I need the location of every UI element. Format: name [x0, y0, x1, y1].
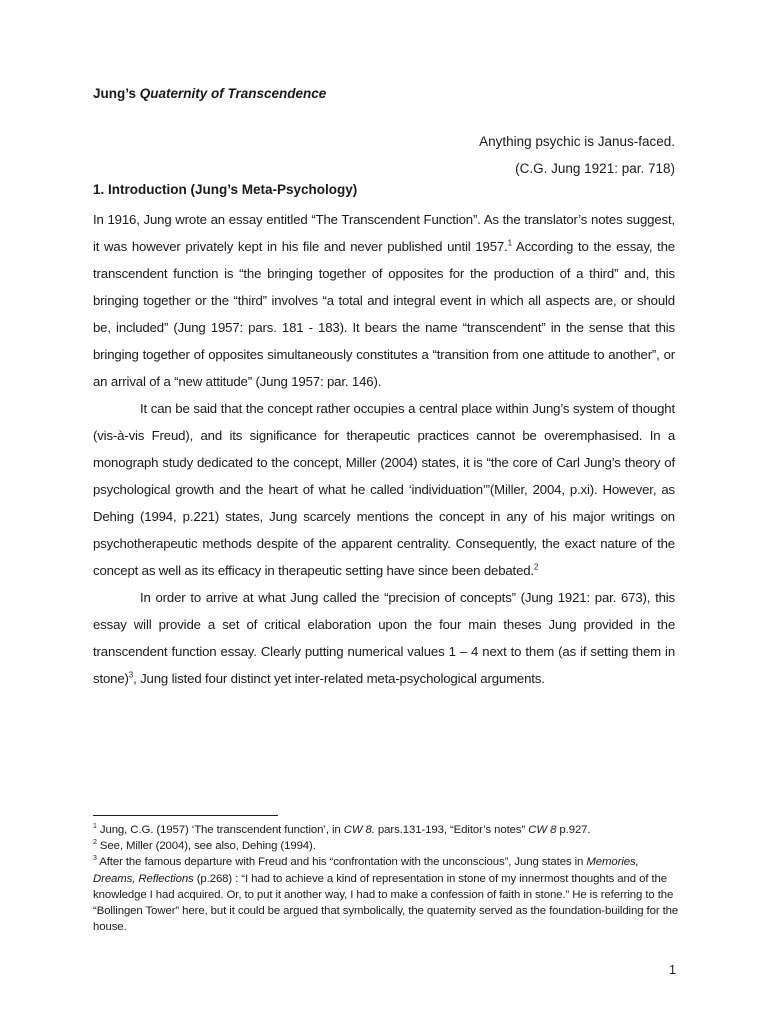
footnote-2: [93, 838, 679, 854]
paragraph-1-text-b: According to the essay, the transcendent function is “the bringing together of opposites for the production of a third” and, this bringing together or the “third” involves “a total and integral event in which all aspects are, or should be, included” (Jung 1957: pars. 181 - 183). It bears the name “transcendent” in the sense that this bringing together of opposites simultaneously constitutes a “transition from one attitude to another”, or an arrival of a “new attitude” (Jung 1957: par. 146).: [93, 239, 675, 389]
paragraph-2-text-a: It can be said that the concept rather occupies a central place within Jung’s system of thought (vis-à-vis Freud), and its significance for therapeutic practices cannot be overemphasised. In a monograph study dedicated to the concept, Miller (2004) states, it is “the core of Carl Jung’s theory of psychological growth and the heart of what he called ‘individuation’”(Miller, 2004, p.xi). However, as Dehing (1994, p.221) states, Jung scarcely mentions the concept in any of his major writings on psychotherapeutic methods despite of the apparent centrality. Consequently, the exact nature of the concept as well as its efficacy in therapeutic setting have since been debated.: [93, 401, 675, 578]
section-heading: 1. Introduction (Jung’s Meta-Psychology): [93, 182, 358, 197]
paragraph-2: [93, 395, 675, 584]
footnote-3-number: 3: [93, 855, 97, 863]
footnote-3-text-c: (p.268) : “I had to achieve a kind of representation in stone of my innermost thoughts and of the knowledge I had acquired. Or, to put it another way, I had to make a confession of faith in stone.” He is referring to the “Bollingen Tower” here, but it could be argued that symbolically, the quaternity served as the foundation-building for the house.: [93, 872, 679, 934]
footnotes: [93, 822, 679, 935]
footnote-2-number: 2: [93, 839, 97, 847]
footnote-1-text-a: Jung, C.G. (1957) ‘The transcendent function’, in: [96, 824, 344, 836]
footnote-3-text-b: Memories, Dreams, Reflections: [93, 856, 639, 885]
body-text: [93, 206, 675, 692]
footnote-ref-1: 1: [507, 238, 512, 248]
footnote-2-text-a: See, Miller (2004), see also, Dehing (1994).: [96, 840, 316, 853]
paragraph-1: [93, 206, 675, 395]
footnote-1: [93, 822, 679, 838]
paragraph-3-text-b: , Jung listed four distinct yet inter-related meta-psychological arguments.: [133, 671, 545, 686]
footnote-1-text-e: p.927.: [556, 824, 591, 836]
paragraph-3: [93, 584, 675, 692]
footnote-1-text-d: CW 8: [528, 824, 557, 836]
footnote-ref-2: 2: [533, 562, 539, 572]
paragraph-3-text-a: In order to arrive at what Jung called the “precision of concepts” (Jung 1921: par. 673), this essay will provide a set of critical elaboration upon the four main theses Jung provided in the transcendent function essay. Clearly putting numerical values 1 – 4 next to them (as if setting them in stone): [93, 590, 675, 686]
title-plain: Jung’s: [93, 86, 140, 101]
footnote-3: [93, 854, 679, 935]
paragraph-1-text-a: In 1916, Jung wrote an essay entitled “The Transcendent Function”. As the translator’s notes suggest, it was however privately kept in his file and never published until 1957.: [93, 212, 675, 254]
document-title: [93, 86, 326, 101]
footnote-separator: [93, 815, 278, 816]
footnote-3-text-a: After the famous departure with Freud and his “confrontation with the unconscious”, Jung states in: [96, 856, 587, 869]
page-number: 1: [669, 963, 676, 977]
footnote-ref-3: 3: [128, 670, 134, 680]
footnote-1-number: 1: [93, 823, 97, 831]
title-italic: Quaternity of Transcendence: [139, 86, 327, 101]
epigraph-source: (C.G. Jung 1921: par. 718): [515, 161, 675, 176]
footnote-1-text-b: CW 8.: [343, 824, 375, 836]
epigraph-quote: Anything psychic is Janus-faced.: [479, 134, 675, 149]
footnote-1-text-c: pars.131-193, “Editor’s notes”: [374, 824, 529, 836]
